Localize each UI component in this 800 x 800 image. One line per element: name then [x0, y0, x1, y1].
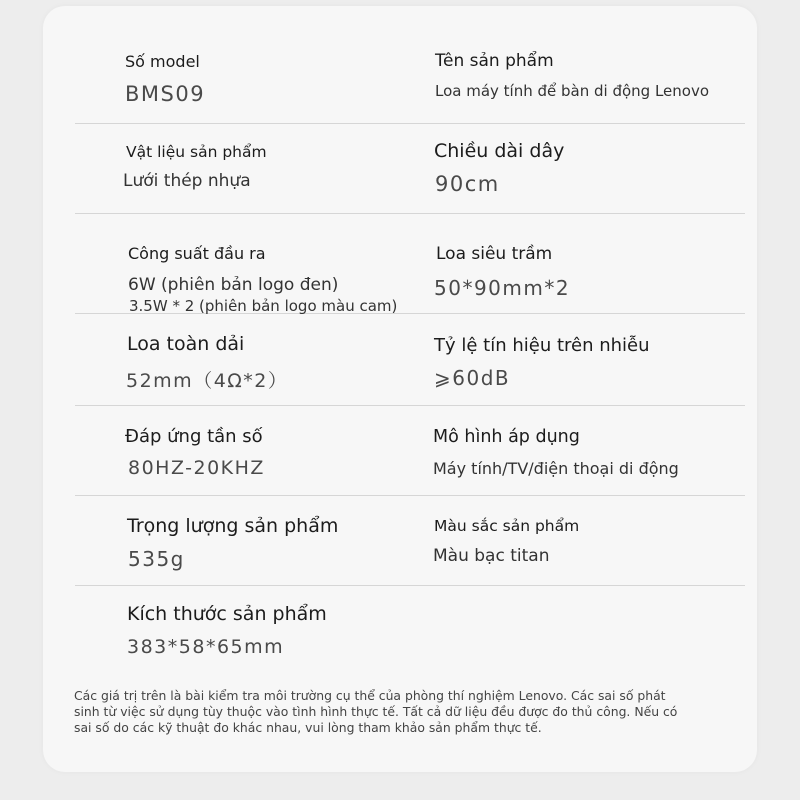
full-range-value: 52mm（4Ω*2）: [126, 370, 289, 392]
spec-row-output: [75, 213, 745, 314]
product-name-label: Tên sản phẩm: [435, 51, 554, 71]
output-power-value: 6W (phiên bản logo đen): [128, 275, 339, 295]
snr-value: ⩾60dB: [434, 366, 511, 390]
full-range-label: Loa toàn dải: [127, 333, 245, 355]
material-label: Vật liệu sản phẩm: [126, 143, 267, 161]
material-value: Lưới thép nhựa: [123, 171, 251, 191]
color-label: Màu sắc sản phẩm: [434, 517, 580, 535]
spec-row-dimensions: [75, 585, 745, 675]
cable-length-label: Chiều dài dây: [434, 140, 565, 162]
applicable-model-value: Máy tính/TV/điện thoại di động: [433, 459, 679, 478]
snr-label: Tỷ lệ tín hiệu trên nhiễu: [434, 335, 650, 356]
spec-row-material: [75, 123, 745, 214]
dimensions-value: 383*58*65mm: [127, 636, 285, 658]
output-power-value-2: 3.5W * 2 (phiên bản logo màu cam): [129, 297, 398, 315]
subwoofer-label: Loa siêu trầm: [436, 244, 553, 264]
weight-value: 535g: [128, 547, 185, 571]
footnote-line-2: sinh từ việc sử dụng tùy thuộc vào tình hình thực tế. Tất cả dữ liệu đều được đo thủ công. Nếu có: [74, 704, 678, 719]
spec-row-frequency: [75, 405, 745, 496]
spec-row-model: [75, 40, 745, 124]
model-label: Số model: [125, 52, 200, 71]
frequency-value: 80HZ-20KHZ: [128, 457, 265, 479]
spec-row-fullrange: [75, 313, 745, 406]
color-value: Màu bạc titan: [433, 546, 550, 566]
frequency-label: Đáp ứng tần số: [125, 426, 263, 447]
footnote: [74, 688, 744, 736]
footnote-line-3: sai số do các kỹ thuật đo khác nhau, vui lòng tham khảo sản phẩm thực tế.: [74, 720, 542, 735]
model-value: BMS09: [125, 82, 206, 106]
weight-label: Trọng lượng sản phẩm: [127, 515, 339, 537]
subwoofer-value: 50*90mm*2: [434, 276, 571, 300]
applicable-model-label: Mô hình áp dụng: [433, 427, 580, 447]
product-name-value: Loa máy tính để bàn di động Lenovo: [435, 82, 710, 100]
cable-length-value: 90cm: [435, 172, 500, 196]
footnote-line-1: Các giá trị trên là bài kiểm tra môi trường cụ thể của phòng thí nghiệm Lenovo. Các sai số phát: [74, 688, 666, 703]
output-power-label: Công suất đầu ra: [128, 244, 266, 263]
spec-row-weight: [75, 495, 745, 586]
dimensions-label: Kích thước sản phẩm: [127, 603, 327, 625]
